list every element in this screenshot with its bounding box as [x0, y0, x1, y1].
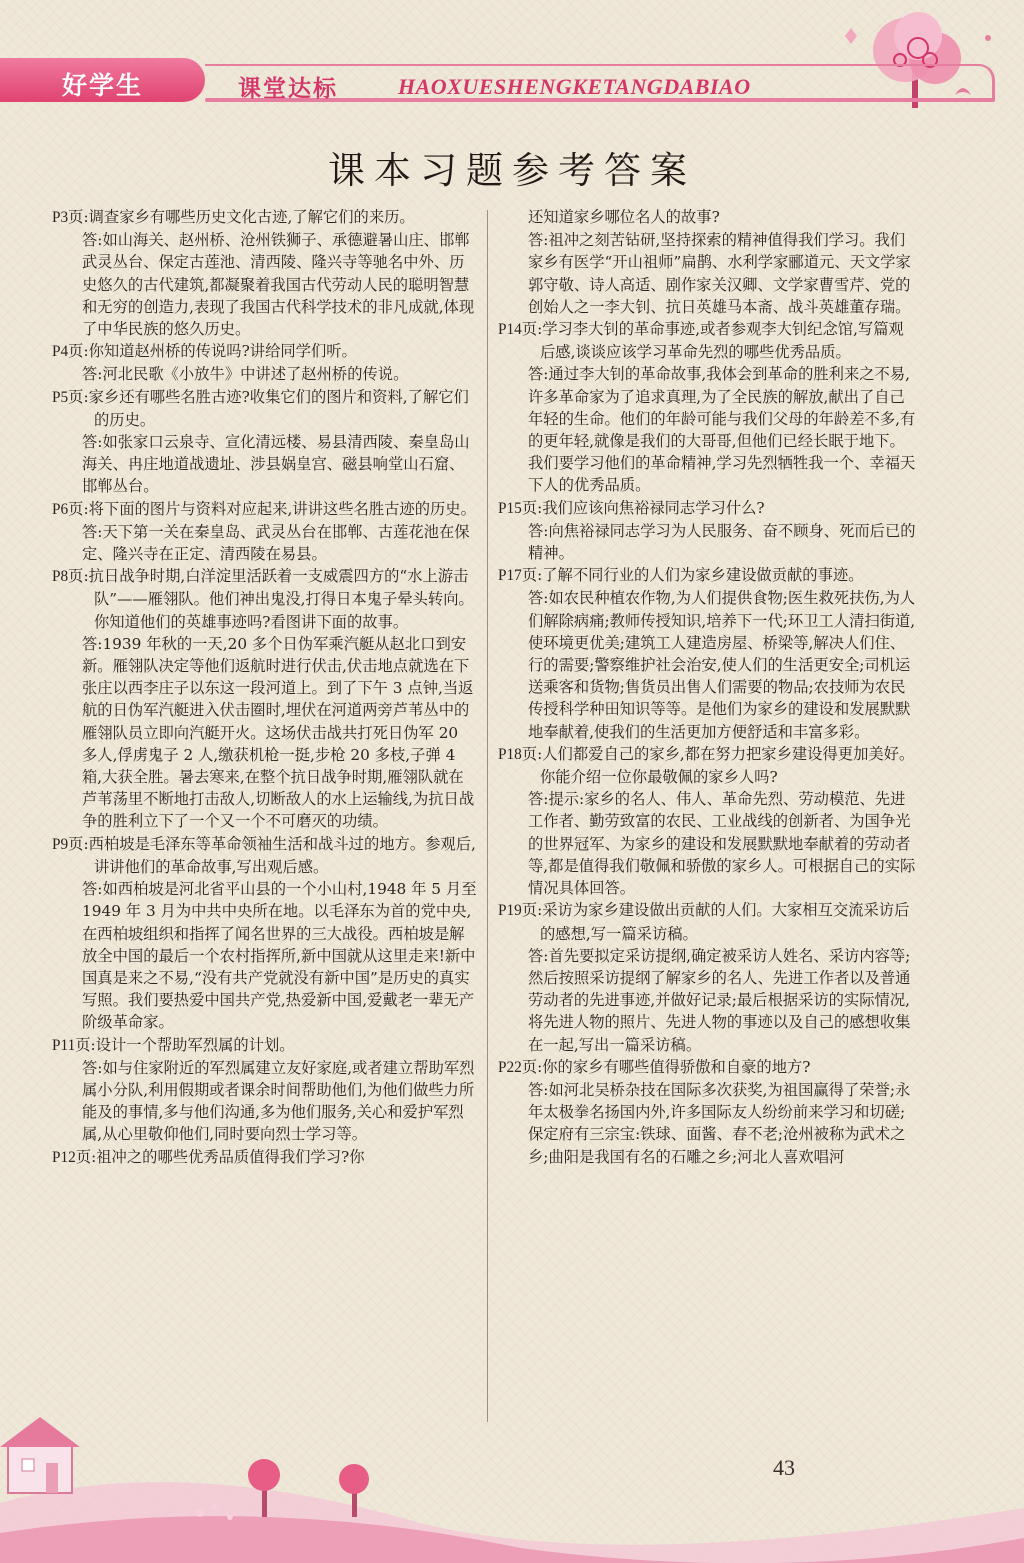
- qa-entry: [52, 833, 477, 1034]
- qa-entry: [52, 206, 477, 340]
- page-title: 课本习题参考答案: [328, 149, 696, 192]
- question-text: 还知道家乡哪位名人的故事?: [528, 208, 720, 226]
- column-divider: [487, 210, 488, 1422]
- page-ref: P12: [52, 1148, 76, 1166]
- answer-text: 答:如河北吴桥杂技在国际多次获奖,为祖国赢得了荣誉;永年太极拳名扬国内外,许多国际友人纷纷前来学习和切磋;保定府有三宗宝:铁球、面酱、春不老;沧州被称为武术之乡;曲阳是我国有名的石雕之乡;河北人喜欢唱河: [528, 1080, 911, 1166]
- question-text: 页:了解不同行业的人们为家乡建设做贡献的事迹。: [521, 566, 864, 585]
- qa-entry: [498, 206, 916, 318]
- section-pinyin: HAOXUESHENGKETANGDABIAO: [398, 74, 751, 99]
- question-text: 页:你的家乡有哪些值得骄傲和自豪的地方?: [521, 1057, 811, 1076]
- section-label: 课堂达标: [238, 76, 338, 102]
- question-text: 页:我们应该向焦裕禄同志学习什么?: [521, 498, 765, 517]
- question-text: 页:学习李大钊的革命事迹,或者参观李大钊纪念馆,写篇观后感,谈谈应该学习革命先烈的哪些优秀品质。: [521, 320, 904, 362]
- question-text: 页:调查家乡有哪些历史文化古迹,了解它们的来历。: [68, 208, 415, 226]
- page-ref: P5: [52, 388, 69, 406]
- page-number: 43: [773, 1455, 795, 1480]
- page-ref: P15: [498, 499, 522, 517]
- question-text: 页:将下面的图片与资料对应起来,讲讲这些名胜古迹的历史。: [68, 499, 476, 518]
- question-text: 页:家乡还有哪些名胜古迹?收集它们的图片和资料,了解它们的历史。: [68, 387, 469, 429]
- answer-text: 答:通过李大钊的革命故事,我体会到革命的胜利来之不易,许多革命家为了追求真理,为了全民族的解放,献出了自己年轻的生命。他们的年龄可能与我们父母的年龄差不多,有的更年轻,就像是我们的大哥哥,但他们已经长眠于地下。我们要学习他们的革命精神,学习先烈牺牲我一个、幸福天下人的优秀品质。: [528, 365, 916, 495]
- qa-entry: [52, 340, 477, 385]
- qa-entry: [498, 318, 916, 497]
- answer-text: 答:如与住家附近的军烈属建立友好家庭,或者建立帮助军烈属小分队,利用假期或者课余时间帮助他们,为他们做些力所能及的事情,多与他们沟通,多为他们服务,关心和爱护军烈属,从心里敬仰他们,同时要向烈士学习等。: [82, 1058, 475, 1144]
- qa-entry: [52, 498, 477, 566]
- answer-text: 答:如农民种植农作物,为人们提供食物;医生救死扶伤,为人们解除病痛;教师传授知识,培养下一代;环卫工人清扫街道,使环境更优美;建筑工人建造房屋、桥梁等,解决人们住、行的需要;警察维护社会治安,使人们的生活更安全;司机运送乘客和货物;售货员出售人们需要的物品;农技师为农民传授科学种田知识等等。是他们为家乡的建设和发展默默地奉献着,使我们的生活更加方便舒适和丰富多彩。: [528, 589, 916, 741]
- page-ref: P18: [498, 745, 522, 763]
- question-text: 页:你知道赵州桥的传说吗?讲给同学们听。: [68, 342, 357, 361]
- qa-entry: [498, 743, 916, 899]
- answer-text: 答:祖冲之刻苦钻研,坚持探索的精神值得我们学习。我们家乡有医学“开山祖师”扁鹊、水利学家郦道元、天文学家郭守敬、诗人高适、剧作家关汉卿、文学家曹雪芹、党的创始人之一李大钊、抗日英雄马本斋、战斗英雄董存瑞。: [528, 231, 911, 316]
- brand-name: 好学生: [62, 71, 144, 100]
- right-column: [498, 206, 916, 1168]
- question-text: 页:祖冲之的哪些优秀品质值得我们学习?你: [75, 1147, 365, 1166]
- answer-text: 答:如西柏坡是河北省平山县的一个小山村,1948 年 5 月至 1949 年 3 月为中共中央所在地。以毛泽东为首的党中央,在西柏坡组织和指挥了闻名世界的三大战役。西柏坡是解放全中国的最后一个农村指挥所,新中国就从这里走来!新中国真是来之不易,“没有共产党就没有新中国”是历史的真实写照。我们要热爱中国共产党,热爱新中国,爱戴老一辈无产阶级革命家。: [82, 880, 477, 1032]
- qa-entry: [498, 564, 916, 743]
- page-header: [0, 0, 1024, 130]
- page-ref: P9: [52, 835, 69, 853]
- qa-entry: [52, 386, 477, 498]
- qa-entry: [52, 1034, 477, 1146]
- qa-entry: [498, 899, 916, 1055]
- page-ref: P8: [52, 568, 69, 586]
- qa-entry: [52, 1146, 477, 1169]
- qa-entry: [52, 565, 477, 832]
- page-ref: P19: [498, 902, 522, 920]
- answer-text: 答:提示:家乡的名人、伟人、革命先烈、劳动模范、先进工作者、勤劳致富的农民、工业战线的创新者、为国争光的世界冠军、为家乡的建设和发展默默地奉献着的劳动者等,都是值得我们敬佩和骄傲的家乡人。可根据自己的实际情况具体回答。: [528, 790, 916, 898]
- footer-decoration: [0, 1413, 1024, 1563]
- page-ref: P22: [498, 1058, 522, 1076]
- answer-text: 答:天下第一关在秦皇岛、武灵丛台在邯郸、古莲花池在保定、隆兴寺在正定、清西陵在易县。: [82, 522, 470, 564]
- question-text: 页:采访为家乡建设做出贡献的人们。大家相互交流采访后的感想,写一篇采访稿。: [521, 901, 910, 943]
- answer-text: 答:如张家口云泉寺、宣化清远楼、易县清西陵、秦皇岛山海关、冉庄地道战遗址、涉县娲皇宫、磁县响堂山石窟、邯郸丛台。: [82, 433, 470, 496]
- page-ref: P3: [52, 209, 69, 226]
- question-text: 页:西柏坡是毛泽东等革命领袖生活和战斗过的地方。参观后,讲讲他们的革命故事,写出观后感。: [68, 834, 476, 876]
- question-text: 页:设计一个帮助军烈属的计划。: [75, 1035, 295, 1054]
- answer-text: 答:首先要拟定采访提纲,确定被采访人姓名、采访内容等;然后按照采访提纲了解家乡的名人、先进工作者以及普通劳动者的先进事迹,并做好记录;最后根据采访的实际情况,将先进人物的照片、先进人物的事迹以及自己的感想收集在一起,写出一篇采访稿。: [528, 946, 911, 1054]
- qa-entry: [498, 1056, 916, 1168]
- answer-text: 答:如山海关、赵州桥、沧州铁狮子、承德避暑山庄、邯郸武灵丛台、保定古莲池、清西陵、隆兴寺等驰名中外、历史悠久的古代建筑,都凝聚着我国古代劳动人民的聪明智慧和无穷的创造力,表现了我国古代科学技术的非凡成就,体现了中华民族的悠久历史。: [82, 231, 475, 339]
- question-text: 页:人们都爱自己的家乡,都在努力把家乡建设得更加美好。你能介绍一位你最敬佩的家乡人吗?: [521, 744, 915, 787]
- page-ref: P11: [52, 1036, 76, 1054]
- answer-text: 答:向焦裕禄同志学习为人民服务、奋不顾身、死而后已的精神。: [528, 521, 916, 563]
- left-column: [52, 206, 477, 1169]
- house-icon: [0, 1417, 80, 1493]
- answer-text: 答:河北民歌《小放牛》中讲述了赵州桥的传说。: [82, 365, 409, 384]
- answer-text: 答:1939 年秋的一天,20 多个日伪军乘汽艇从赵北口到安新。雁翎队决定等他们返航时进行伏击,伏击地点就选在下张庄以西李庄子以东这一段河道上。到了下午 3 点钟,当返航的日伪军汽艇进入伏击圈时,埋伏在河道两旁芦苇丛中的雁翎队员立即向汽艇开火。这场伏击战共打死日伪军 20 多人,俘虏鬼子 2 人,缴获机枪一挺,步枪 20 多枝,子弹 4 箱,大获全胜。暑去寒来,在整个抗日战争时期,雁翎队就在芦苇荡里不断地打击敌人,切断敌人的水上运输线,为抗日战争的胜利立下了一个又一个不可磨灭的功绩。: [82, 634, 475, 831]
- page-ref: P14: [498, 321, 522, 339]
- question-text: 页:抗日战争时期,白洋淀里活跃着一支威震四方的“水上游击队”——雁翎队。他们神出鬼没,打得日本鬼子晕头转向。你知道他们的英雄事迹吗?看图讲下面的故事。: [68, 567, 474, 631]
- qa-entry: [498, 497, 916, 565]
- page-ref: P17: [498, 567, 522, 585]
- page-ref: P4: [52, 343, 69, 361]
- page-ref: P6: [52, 500, 69, 518]
